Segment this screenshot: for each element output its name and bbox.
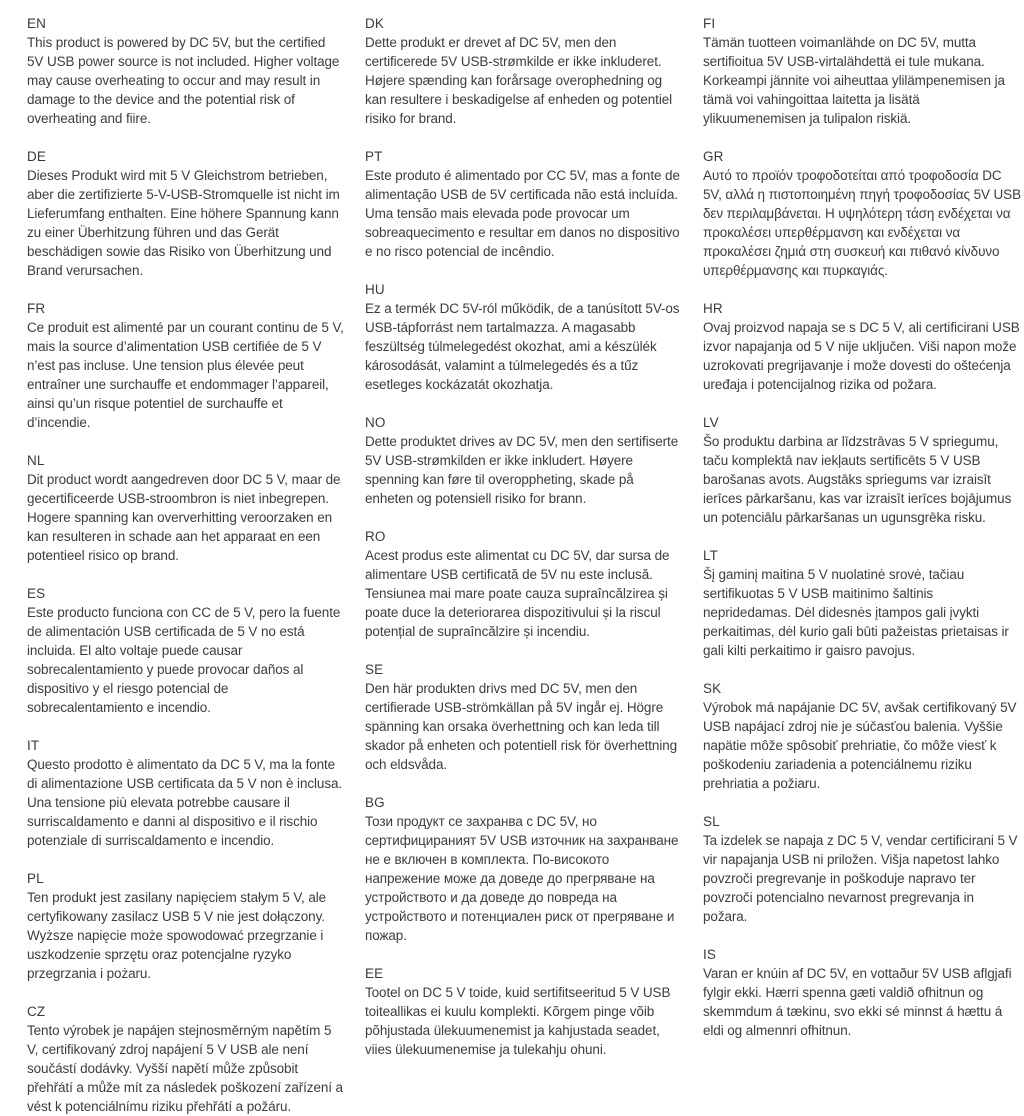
language-text: Questo prodotto è alimentato da DC 5 V, ma la fonte di alimentazione USB certificata da 5 V non è inclusa. Una tensione più elevata potrebbe causare il surriscaldamento e danni al dispositivo e il rischio potenziale di surriscaldamento e incendio. (27, 757, 343, 848)
language-code-label: LT (703, 548, 718, 563)
language-text: This product is powered by DC 5V, but the certified 5V USB power source is not included. Higher voltage may cause overheating to occur and may result in damage to the device and the potential risk of overheating and fiire. (27, 35, 340, 126)
language-section-gr (703, 147, 1021, 280)
language-text: Ovaj proizvod napaja se s DC 5 V, ali certificirani USB izvor napajanja od 5 V nije uključen. Viši napon može uzrokovati pregrijavanje i može dovesti do oštećenja uređaja i potencijalnog rizika od požara. (703, 320, 1020, 392)
language-column-2 (365, 14, 683, 1057)
language-text: Den här produkten drivs med DC 5V, men den certifierade USB-strömkällan på 5V ingår ej. Högre spänning kan orsaka överhettning och kan leda till skador på enheten och potentiell risk för överhettning och eldsvåda. (365, 681, 678, 772)
language-code-label: LV (703, 415, 719, 430)
language-code-label: GR (703, 149, 724, 164)
language-code-label: NO (365, 415, 386, 430)
language-section-bg (365, 793, 683, 945)
language-section-ee (365, 964, 683, 1059)
language-section-de (27, 147, 345, 280)
language-section-es (27, 584, 345, 717)
language-section-en (27, 14, 345, 128)
language-text: Dit product wordt aangedreven door DC 5 V, maar de gecertificeerde USB-stroombron is niet inbegrepen. Hogere spanning kan oververhitting veroorzaken en kan resulteren in schade aan het apparaat en een potentieel risico op brand. (27, 472, 341, 563)
language-code-label: IS (703, 947, 716, 962)
language-code-label: PT (365, 149, 383, 164)
language-section-pt (365, 147, 683, 261)
language-code-label: FR (27, 301, 46, 316)
language-section-sk (703, 679, 1021, 793)
language-text: Šį gaminį maitina 5 V nuolatinė srovė, tačiau sertifikuotas 5 V USB maitinimo šaltinis nepridedamas. Dėl didesnės įtampos gali įvykti perkaitimas, dėl kurio gali būti pažeistas prietaisas ir gali kilti perkaitimo ir gaisro pavojus. (703, 567, 1009, 658)
language-code-label: FI (703, 16, 716, 31)
language-text: Este produto é alimentado por CC 5V, mas a fonte de alimentação USB de 5V certificada não está incluída. Uma tensão mais elevada pode provocar um sobreaquecimento e resultar em danos no dispositivo e no risco potencial de incêndio. (365, 168, 680, 259)
language-code-label: BG (365, 795, 385, 810)
language-text: Dette produkt er drevet af DC 5V, men den certificerede 5V USB-strømkilde er ikke inkluderet. Højere spænding kan forårsage overophedning og kan resultere i beskadigelse af enheden og potentiel risiko for brand. (365, 35, 673, 126)
language-text: Ez a termék DC 5V-ról működik, de a tanúsított 5V-os USB-tápforrást nem tartalmazza. A magasabb feszültség túlmelegedést okozhat, ami a készülék károsodását, valamint a túlmelegedés és a tűz esetleges kockázatát okozhatja. (365, 301, 680, 392)
language-text: Tento výrobek je napájen stejnosměrným napětím 5 V, certifikovaný zdroj napájení 5 V USB ale není součástí dodávky. Vyšší napětí může způsobit přehřátí a může mít za následek poškození zařízení a vést k potenciálnímu riziku přehřátí a požáru. (27, 1023, 343, 1114)
language-column-1 (27, 14, 345, 1114)
language-text: Výrobok má napájanie DC 5V, avšak certifikovaný 5V USB napájací zdroj nie je súčasťou balenia. Vyššie napätie môže spôsobiť prehriatie, čo môže viesť k poškodeniu zariadenia a potenciálnemu riziku prehriatia a požiaru. (703, 700, 1017, 791)
language-section-nl (27, 451, 345, 565)
language-code-label: SK (703, 681, 722, 696)
language-code-label: EN (27, 16, 46, 31)
language-text: Dieses Produkt wird mit 5 V Gleichstrom betrieben, aber die zertifizierte 5-V-USB-Stromquelle ist nicht im Lieferumfang enthalten. Eine höhere Spannung kann zu einer Überhitzung führen und das Gerät beschädigen sowie das Risiko von Überhitzung und Brand verursachen. (27, 168, 340, 278)
language-section-hu (365, 280, 683, 394)
language-code-label: IT (27, 738, 40, 753)
language-section-is (703, 945, 1021, 1040)
language-text: Този продукт се захранва с DC 5V, но сертифицираният 5V USB източник на захранване не е включен в комплекта. По-високото напрежение може да доведе до прегряване на устройството и да доведе до повреда на устройството и потенциален риск от прегряване и пожар. (365, 814, 679, 943)
language-column-3 (703, 14, 1021, 1038)
language-text: Tämän tuotteen voimanlähde on DC 5V, mutta sertifioitua 5V USB-virtalähdettä ei tule mukana. Korkeampi jännite voi aiheuttaa ylilämpenemisen ja tämä voi vahingoittaa laitetta ja lisätä ylikuumenemisen ja tulipalon riskiä. (703, 35, 1005, 126)
language-code-label: RO (365, 529, 386, 544)
language-text: Ten produkt jest zasilany napięciem stałym 5 V, ale certyfikowany zasilacz USB 5 V nie jest dołączony. Wyższe napięcie może spowodować przegrzanie i uszkodzenie sprzętu oraz potencjalne ryzyko przegrzania i pożaru. (27, 890, 327, 981)
language-text: Αυτό το προϊόν τροφοδοτείται από τροφοδοσία DC 5V, αλλά η πιστοποιημένη πηγή τροφοδοσίας 5V USB δεν περιλαμβάνεται. Η υψηλότερη τάση ενδέχεται να προκαλέσει υπερθέρμανση και ενδέχεται να προκαλέσει ζημιά στη συσκευή και πιθανό κίνδυνο υπερθέρμανσης και πυρκαγιάς. (703, 168, 1021, 278)
language-section-fi (703, 14, 1021, 128)
language-text: Dette produktet drives av DC 5V, men den sertifiserte 5V USB-strømkilden er ikke inkludert. Høyere spenning kan føre til overoppheting, skade på enheten og potensiell risiko for brann. (365, 434, 679, 506)
language-code-label: ES (27, 586, 46, 601)
language-code-label: HR (703, 301, 723, 316)
language-section-it (27, 736, 345, 850)
language-text: Tootel on DC 5 V toide, kuid sertifitseeritud 5 V USB toiteallikas ei kuulu komplekti. Kõrgem pinge võib põhjustada ülekuumenemist ja kahjustada seadet, viies ülekuumenemise ja tulekahju ohuni. (365, 985, 671, 1057)
language-section-sl (703, 812, 1021, 926)
language-code-label: EE (365, 966, 384, 981)
language-code-label: CZ (27, 1004, 46, 1019)
language-text: Ce produit est alimenté par un courant continu de 5 V, mais la source d’alimentation USB certifiée de 5 V n’est pas incluse. Une tension plus élevée peut entraîner une surchauffe et endommager l’appareil, ainsi qu’un risque potentiel de surchauffe et d’incendie. (27, 320, 344, 430)
language-section-pl (27, 869, 345, 983)
language-section-lv (703, 413, 1021, 527)
language-section-dk (365, 14, 683, 128)
language-text: Acest produs este alimentat cu DC 5V, dar sursa de alimentare USB certificată de 5V nu este inclusă. Tensiunea mai mare poate cauza supraîncălzirea și poate duce la deteriorarea dispozitivului și la riscul potențial de supraîncălzire și incendiu. (365, 548, 670, 639)
language-code-label: DK (365, 16, 384, 31)
language-section-hr (703, 299, 1021, 394)
language-code-label: HU (365, 282, 385, 297)
language-text: Este producto funciona con CC de 5 V, pero la fuente de alimentación USB certificada de 5 V no está incluida. El alto voltaje puede causar sobrecalentamiento y puede provocar daños al dispositivo y el riesgo potencial de sobrecalentamiento e incendio. (27, 605, 341, 715)
language-code-label: SE (365, 662, 384, 677)
language-code-label: SL (703, 814, 720, 829)
language-text: Varan er knúin af DC 5V, en vottaður 5V USB aflgjafi fylgir ekki. Hærri spenna gæti valdið ofhitnun og skemmdum á tækinu, svo ekki sé minnst á hættu á eldi og almennri ofhitnun. (703, 966, 1012, 1038)
language-text: Ta izdelek se napaja z DC 5 V, vendar certificirani 5 V vir napajanja USB ni priložen. Višja napetost lahko povzroči pregrevanje in poškoduje napravo ter povzroči potencialno nevarnost pregrevanja in požara. (703, 833, 1018, 924)
language-section-ro (365, 527, 683, 641)
language-text: Šo produktu darbina ar līdzstrāvas 5 V spriegumu, taču komplektā nav iekļauts sertificēts 5 V USB barošanas avots. Augstāks spriegums var izraisīt ierīces pārkaršanu, kas var izraisīt ierīces bojājumus un potenciālu pārkaršanas un ugunsgrēka risku. (703, 434, 1012, 525)
language-section-se (365, 660, 683, 774)
language-code-label: PL (27, 871, 44, 886)
language-section-lt (703, 546, 1021, 660)
language-section-cz (27, 1002, 345, 1116)
language-section-fr (27, 299, 345, 432)
language-code-label: NL (27, 453, 45, 468)
language-section-no (365, 413, 683, 508)
language-code-label: DE (27, 149, 46, 164)
